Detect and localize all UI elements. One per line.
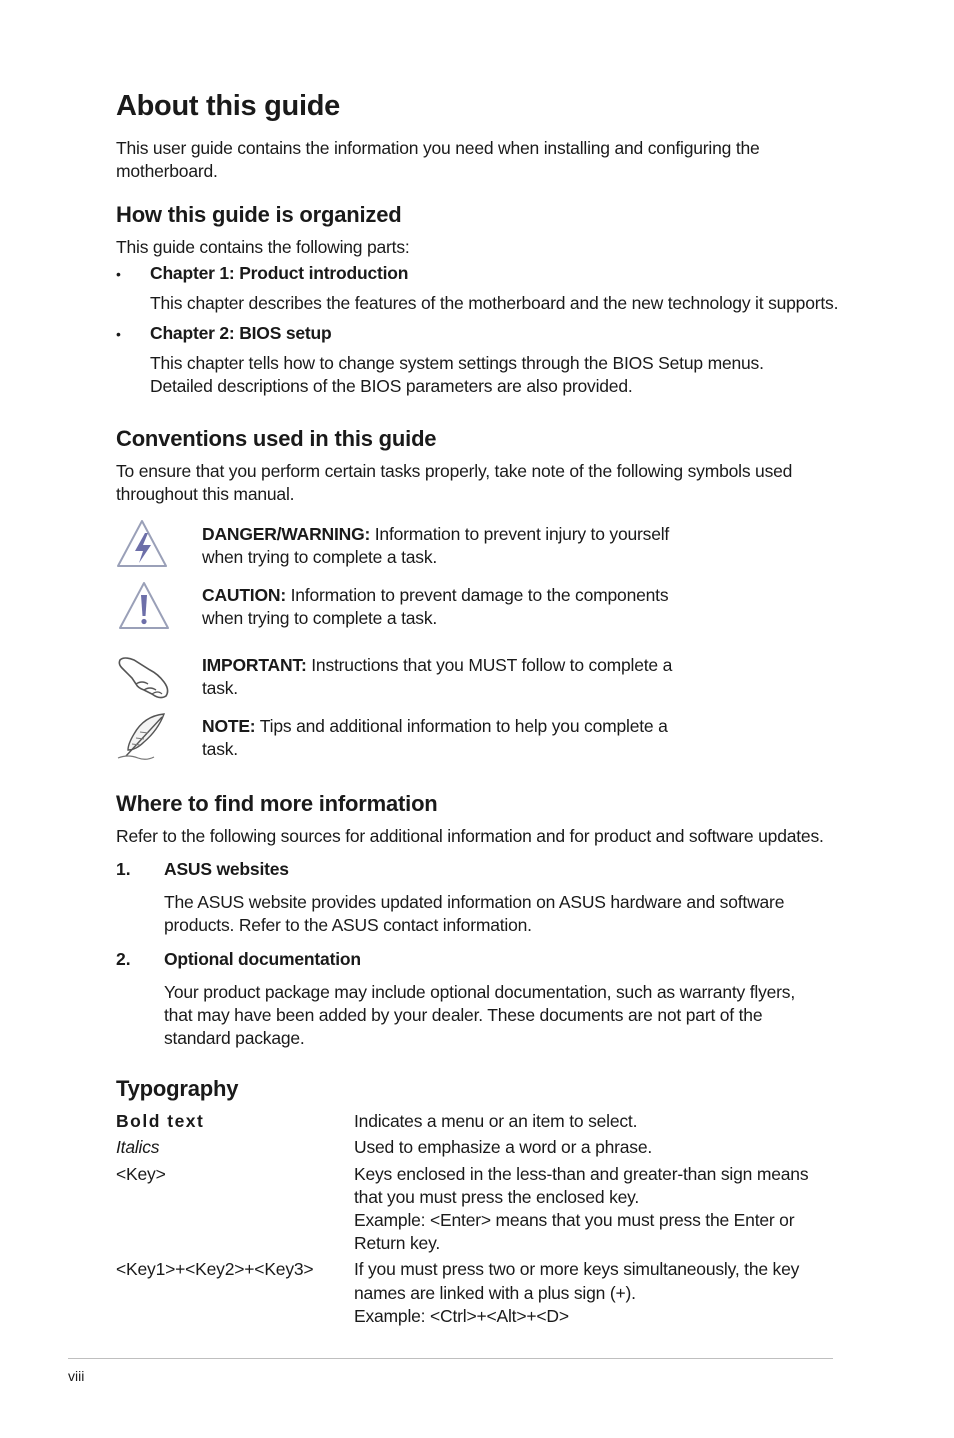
conventions-intro-2: throughout this manual. [116,484,295,504]
moreinfo-item-1-title: ASUS websites [164,859,289,879]
note-line-2: task. [202,739,238,759]
typography-heading: Typography [116,1076,239,1101]
typo-term-italics: Italics [116,1137,160,1157]
moreinfo-item-1-line-2: products. Refer to the ASUS contact information. [164,915,532,935]
typo-desc-keycombo-2: names are linked with a plus sign (+). [354,1283,636,1303]
important-hand-icon [114,650,174,702]
danger-warning-icon [114,518,174,570]
bullet-1: • [116,266,121,282]
chapter-1-title: Chapter 1: Product introduction [150,263,409,283]
footer-divider [68,1358,833,1359]
chapter-2-desc-1: This chapter tells how to change system settings through the BIOS Setup menus. [150,353,764,373]
caution-icon [114,580,174,632]
moreinfo-intro: Refer to the following sources for additional information and for product and software updates. [116,826,824,846]
typo-desc-key-1: Keys enclosed in the less-than and greater-than sign means [354,1164,809,1184]
typo-desc-key-4: Return key. [354,1233,440,1253]
moreinfo-item-2-line-1: Your product package may include optional documentation, such as warranty flyers, [164,982,796,1002]
typo-term-bold: Bold text [116,1111,205,1131]
chapter-2-title: Chapter 2: BIOS setup [150,323,332,343]
moreinfo-item-2-num: 2. [116,949,131,969]
typo-desc-bold: Indicates a menu or an item to select. [354,1111,638,1131]
moreinfo-item-1-num: 1. [116,859,131,879]
organized-heading: How this guide is organized [116,202,402,227]
intro-line-1: This user guide contains the information you need when installing and configuring the [116,138,760,158]
moreinfo-item-2-title: Optional documentation [164,949,361,969]
caution-line-1: CAUTION: Information to prevent damage to the components [202,585,669,605]
typo-term-keycombo: <Key1>+<Key2>+<Key3> [116,1259,314,1279]
page-number: viii [68,1368,85,1384]
danger-line-1: DANGER/WARNING: Information to prevent injury to yourself [202,524,670,544]
typo-desc-italics: Used to emphasize a word or a phrase. [354,1137,653,1157]
note-feather-icon [114,710,174,762]
typo-desc-key-2: that you must press the enclosed key. [354,1187,640,1207]
moreinfo-item-2-line-2: that may have been added by your dealer. These documents are not part of the [164,1005,763,1025]
danger-line-2: when trying to complete a task. [202,547,438,567]
organized-intro: This guide contains the following parts: [116,237,410,257]
note-line-1: NOTE: Tips and additional information to help you complete a [202,716,668,736]
caution-line-2: when trying to complete a task. [202,608,438,628]
important-line-1: IMPORTANT: Instructions that you MUST follow to complete a [202,655,673,675]
moreinfo-item-1-line-1: The ASUS website provides updated information on ASUS hardware and software [164,892,785,912]
typo-term-key: <Key> [116,1164,166,1184]
bullet-2: • [116,326,121,342]
conventions-heading: Conventions used in this guide [116,426,437,451]
chapter-1-desc: This chapter describes the features of the motherboard and the new technology it supports. [150,293,839,313]
moreinfo-heading: Where to find more information [116,791,438,816]
typo-desc-key-3: Example: <Enter> means that you must press the Enter or [354,1210,795,1230]
intro-line-2: motherboard. [116,161,218,181]
chapter-2-desc-2: Detailed descriptions of the BIOS parameters are also provided. [150,376,633,396]
typo-desc-keycombo-3: Example: <Ctrl>+<Alt>+<D> [354,1306,569,1326]
typo-desc-keycombo-1: If you must press two or more keys simultaneously, the key [354,1259,800,1279]
page-title: About this guide [116,90,340,122]
moreinfo-item-2-line-3: standard package. [164,1028,305,1048]
conventions-intro-1: To ensure that you perform certain tasks properly, take note of the following symbols used [116,461,793,481]
important-line-2: task. [202,678,238,698]
